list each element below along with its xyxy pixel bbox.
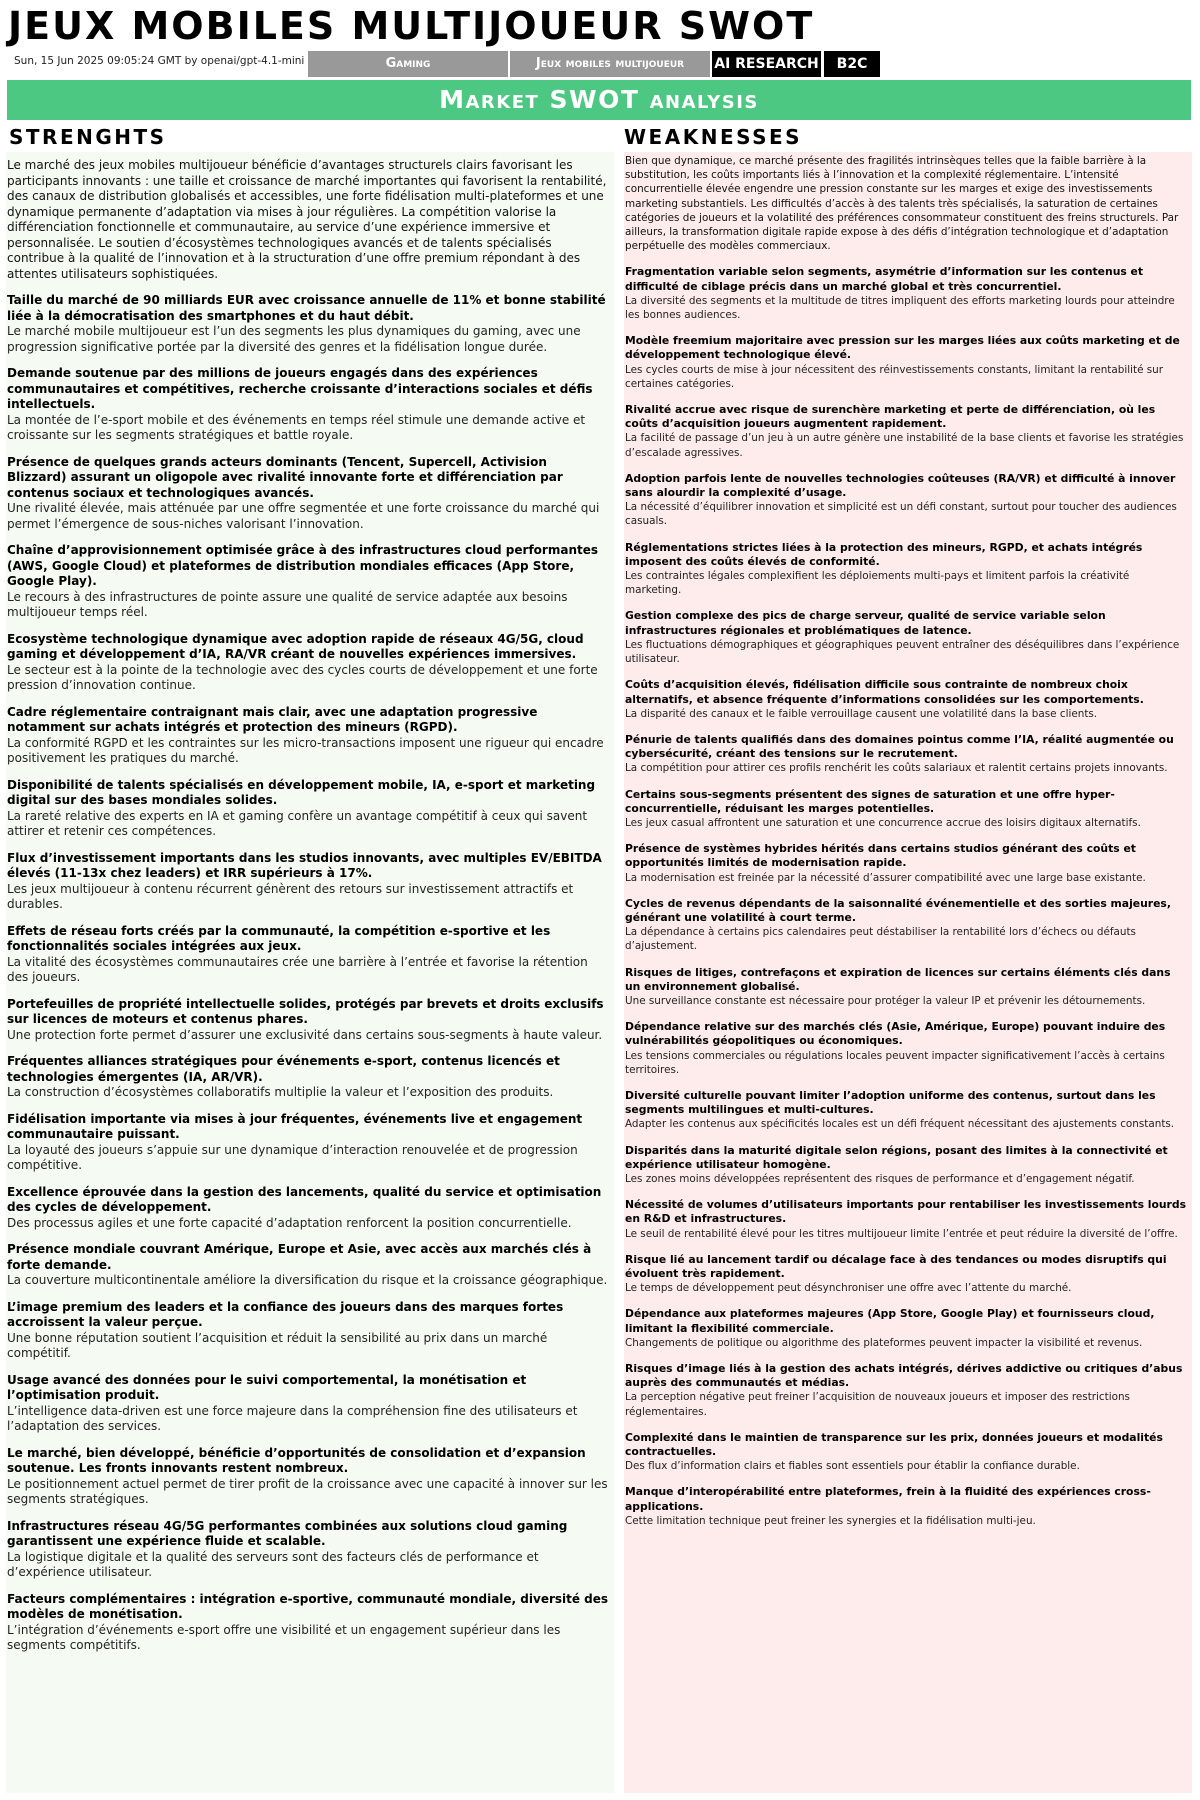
weakness-item-text: Une surveillance constante est nécessaire pour protéger la valeur IP et prévenir les détournements. [625, 994, 1146, 1007]
strength-item [7, 1300, 610, 1362]
strength-item-heading: Usage avancé des données pour le suivi comportemental, la monétisation et l’optimisation produit. [7, 1372, 527, 1402]
weakness-item-heading: Présence de systèmes hybrides hérités dans certains studios générant des coûts et opportunités limités de modernisation rapide. [625, 842, 1136, 870]
strength-item [7, 1592, 610, 1654]
strength-item-heading: Demande soutenue par des millions de joueurs engagés dans des expériences communautaires et compétitives, recherche croissante d’interactions sociales et défis intellectuels. [7, 366, 593, 411]
strength-item [7, 1519, 610, 1581]
weaknesses-list [625, 265, 1188, 1528]
strength-item-heading: Ecosystème technologique dynamique avec adoption rapide de réseaux 4G/5G, cloud gaming et développement d’IA, RA/VR créant de nouvelles expériences immersives. [7, 631, 584, 661]
strength-item [7, 851, 610, 913]
strength-item-heading: Infrastructures réseau 4G/5G performantes combinées aux solutions cloud gaming garantissent une expérience fluide et scalable. [7, 1518, 568, 1548]
tag-ai-research[interactable]: AI RESEARCH [712, 51, 821, 77]
strength-item [7, 455, 610, 533]
strength-item-text: La loyauté des joueurs s’appuie sur une dynamique d’interaction renouvelée et de progression compétitive. [7, 1142, 578, 1172]
strength-item-text: Une protection forte permet d’assurer une exclusivité dans certains sous-segments à haute valeur. [7, 1027, 603, 1042]
weakness-item [625, 733, 1188, 776]
weaknesses-panel [624, 152, 1192, 1793]
weakness-item-text: La nécessité d’équilibrer innovation et simplicité est un défi constant, surtout pour toucher des audiences casuals. [625, 501, 1177, 528]
strength-item-heading: Effets de réseau forts créés par la communauté, la compétition e-sportive et les fonctionnalités sociales intégrées aux jeux. [7, 923, 551, 953]
strength-item-text: La montée de l’e-sport mobile et des événements en temps réel stimule une demande active et croissante sur les segments stratégiques et battle royale. [7, 412, 586, 442]
weakness-item-heading: Risques de litiges, contrefaçons et expiration de licences sur certains éléments clés dans un environnement globalisé. [625, 965, 1171, 993]
weakness-item-heading: Risques d’image liés à la gestion des achats intégrés, dérives addictive ou critiques d’abus auprès des communautés et médias. [625, 1362, 1183, 1390]
weakness-item-text: La perception négative peut freiner l’acquisition de nouveaux joueurs et imposer des restrictions réglementaires. [625, 1391, 1130, 1418]
strength-item-heading: Taille du marché de 90 milliards EUR avec croissance annuelle de 11% et bonne stabilité liée à la démocratisation des smartphones et du haut débit. [7, 293, 606, 323]
weakness-item-text: Les cycles courts de mise à jour nécessitent des réinvestissements constants, limitant la rentabilité sur certaines catégories. [625, 363, 1164, 390]
weakness-item-text: La dépendance à certains pics calendaires peut déstabiliser la rentabilité lors d’échecs ou défauts d’ajustement. [625, 926, 1136, 953]
strength-item-heading: Présence de quelques grands acteurs dominants (Tencent, Supercell, Activision Blizzard) assurant un oligopole avec rivalité innovante forte et différenciation par contenus sociaux et technologiques avancés. [7, 454, 563, 500]
weakness-item-heading: Cycles de revenus dépendants de la saisonnalité événementielle et des sorties majeures, générant une volatilité à court terme. [625, 896, 1171, 924]
strength-item-text: La rareté relative des experts en IA et gaming confère un avantage compétitif à ceux qui savent attirer et retenir ces compétences. [7, 808, 588, 838]
weakness-item-text: La facilité de passage d’un jeu à un autre génère une instabilité de la base clients et favorise les stratégies d’escalade agressives. [625, 432, 1184, 459]
weakness-item [625, 609, 1188, 666]
weakness-item-text: Changements de politique ou algorithme des plateformes peuvent impacter la visibilité et revenus. [625, 1336, 1143, 1349]
strength-item [7, 1054, 610, 1101]
weakness-item [625, 1089, 1188, 1132]
weakness-item-heading: Disparités dans la maturité digitale selon régions, posant des limites à la connectivité et expérience utilisateur homogène. [625, 1143, 1168, 1171]
weakness-item-heading: Dépendance relative sur des marchés clés (Asie, Amérique, Europe) pouvant induire des vulnérabilités géopolitiques ou économiques. [625, 1020, 1166, 1048]
weakness-item-heading: Diversité culturelle pouvant limiter l’adoption uniforme des contenus, surtout dans les segments multilingues et multi-cultures. [625, 1088, 1156, 1117]
weakness-item-heading: Réglementations strictes liées à la protection des mineurs, RGPD, et achats intégrés imposent des coûts élevés de conformité. [625, 540, 1143, 568]
strength-item [7, 293, 610, 355]
strengths-title: STRENGHTS [9, 125, 167, 149]
strength-item [7, 924, 610, 986]
weakness-item-heading: Fragmentation variable selon segments, asymétrie d’information sur les contenus et difficulté de ciblage précis dans un marché global et très concurrentiel. [625, 265, 1144, 293]
strength-item-text: Des processus agiles et une forte capacité d’adaptation renforcent la position concurrentielle. [7, 1215, 572, 1230]
strength-item-heading: Le marché, bien développé, bénéficie d’opportunités de consolidation et d’expansion soutenue. Les fronts innovants restent nombreux. [7, 1445, 586, 1475]
strength-item [7, 1112, 610, 1174]
strength-item [7, 543, 610, 621]
weakness-item-heading: Rivalité accrue avec risque de surenchère marketing et perte de différenciation, où les coûts d’acquisition joueurs augmentent rapidement. [625, 403, 1156, 431]
strength-item-heading: Fidélisation importante via mises à jour fréquentes, événements live et engagement communautaire puissant. [7, 1111, 583, 1141]
weakness-item-text: Le seuil de rentabilité élevé pour les titres multijoueur limite l’entrée et peut réduire la diversité de l’offre. [625, 1227, 1178, 1240]
weakness-item-text: La diversité des segments et la multitude de titres impliquent des efforts marketing lourds pour atteindre les bonnes audiences. [625, 294, 1175, 322]
strength-item-text: Une bonne réputation soutient l’acquisition et réduit la sensibilité au prix dans un marché compétitif. [7, 1330, 548, 1360]
strength-item-text: Le recours à des infrastructures de pointe assure une qualité de service adaptée aux besoins multijoueur temps réel. [7, 589, 568, 619]
strength-item-heading: Facteurs complémentaires : intégration e-sportive, communauté mondiale, diversité des modèles de monétisation. [7, 1591, 609, 1621]
weakness-item-text: Cette limitation technique peut freiner les synergies et la fidélisation multi-jeu. [625, 1514, 1036, 1527]
strength-item-text: Les jeux multijoueur à contenu récurrent génèrent des retours sur investissement attractifs et durables. [7, 881, 574, 911]
strength-item [7, 778, 610, 840]
weakness-item [625, 1020, 1188, 1077]
weakness-item-text: La modernisation est freinée par la nécessité d’assurer compatibilité avec une large base existante. [625, 871, 1146, 884]
weakness-item [625, 678, 1188, 721]
weakness-item [625, 1198, 1188, 1241]
strength-item [7, 1185, 610, 1232]
weakness-item-heading: Dépendance aux plateformes majeures (App Store, Google Play) et fournisseurs cloud, limitant la flexibilité commerciale. [625, 1307, 1155, 1335]
strength-item-heading: Portefeuilles de propriété intellectuelle solides, protégés par brevets et droits exclusifs sur licences de moteurs et contenus phares. [7, 996, 604, 1026]
strength-item [7, 1446, 610, 1508]
strength-item-heading: L’image premium des leaders et la confiance des joueurs dans des marques fortes accroissent la valeur perçue. [7, 1299, 564, 1329]
weakness-item [625, 1485, 1188, 1528]
strength-item-heading: Disponibilité de talents spécialisés en développement mobile, IA, e-sport et marketing digital sur des bases mondiales solides. [7, 777, 596, 807]
strength-item-text: Le secteur est à la pointe de la technologie avec des cycles courts de développement et une forte pression d’innovation continue. [7, 662, 598, 692]
strength-item [7, 632, 610, 694]
weakness-item [625, 966, 1188, 1009]
strengths-intro: Le marché des jeux mobiles multijoueur bénéficie d’avantages structurels clairs favorisant les participants innovants : une taille et croissance de marché importantes qui favorisent la rentabilité, des canaux de distribution globalisés et accessibles, une forte fidélisation multi-plateformes et une dynamique permanente d’adaptation via mises à jour régulières. La compétition valorise la différenciation fonctionnelle et communautaire, au service d’une expérience immersive et personnalisée. Le soutien d’écosystèmes technologiques avancés et de talents spécialisés contribue à la qualité de l’innovation et à la structuration d’une offre premium répondant à des attentes utilisateurs sophistiquées. [7, 158, 607, 281]
weakness-item-text: La compétition pour attirer ces profils renchérit les coûts salariaux et ralentit certains projets innovants. [625, 762, 1168, 775]
weakness-item-heading: Gestion complexe des pics de charge serveur, qualité de service variable selon infrastructures régionales et problématiques de latence. [625, 609, 1106, 637]
weakness-item [625, 897, 1188, 954]
weakness-item [625, 842, 1188, 885]
tag-jeux-mobiles-multijoueur[interactable]: Jeux mobiles multijoueur [510, 51, 710, 77]
weakness-item [625, 1431, 1188, 1474]
weakness-item-heading: Coûts d’acquisition élevés, fidélisation difficile sous contrainte de nombreux choix alternatifs, et absence fréquente d’informations consolidées sur les comportements. [625, 678, 1144, 706]
weakness-item-heading: Nécessité de volumes d’utilisateurs importants pour rentabiliser les investissements lourds en R&D et infrastructures. [625, 1198, 1187, 1226]
strength-item-heading: Cadre réglementaire contraignant mais clair, avec une adaptation progressive notamment sur achats intégrés et protection des mineurs (RGPD). [7, 704, 538, 734]
strength-item [7, 366, 610, 444]
weakness-item-heading: Risque lié au lancement tardif ou décalage face à des tendances ou modes disruptifs qui évoluent très rapidement. [625, 1252, 1167, 1280]
weakness-item [625, 334, 1188, 391]
weakness-item [625, 788, 1188, 831]
weakness-item-heading: Certains sous-segments présentent des signes de saturation et une offre hyper-concurrentielle, réduisant les marges potentielles. [625, 787, 1115, 815]
strength-item-text: L’intelligence data-driven est une force majeure dans la compréhension fine des utilisateurs et l’adaptation des services. [7, 1403, 578, 1433]
weakness-item-heading: Adoption parfois lente de nouvelles technologies coûteuses (RA/VR) et difficulté à innover sans alourdir la complexité d’usage. [625, 471, 1176, 500]
weakness-item [625, 265, 1188, 322]
strength-item-text: La construction d’écosystèmes collaboratifs multiplie la valeur et l’exposition des produits. [7, 1085, 554, 1099]
weaknesses-title: WEAKNESSES [624, 125, 803, 149]
strength-item [7, 1373, 610, 1435]
weakness-item-text: Adapter les contenus aux spécificités locales est un défi fréquent nécessitant des ajustements constants. [625, 1118, 1175, 1131]
weakness-item-text: Des flux d’information clairs et fiables sont essentiels pour établir la confiance durable. [625, 1460, 1080, 1473]
strength-item-text: La conformité RGPD et les contraintes sur les micro-transactions imposent une rigueur qui encadre positivement les pratiques du marché. [7, 735, 604, 765]
strength-item-heading: Excellence éprouvée dans la gestion des lancements, qualité du service et optimisation des cycles de développement. [7, 1184, 602, 1214]
weakness-item [625, 1253, 1188, 1296]
weakness-item-text: Les zones moins développées représentent des risques de performance et d’engagement négatif. [625, 1172, 1135, 1185]
weakness-item-text: Les jeux casual affrontent une saturation et une concurrence accrue des loisirs digitaux alternatifs. [625, 816, 1141, 829]
strength-item-text: La couverture multicontinentale améliore la diversification du risque et la croissance géographique. [7, 1273, 608, 1287]
strength-item [7, 997, 610, 1044]
tag-gaming[interactable]: Gaming [308, 51, 508, 77]
strength-item-text: La logistique digitale et la qualité des serveurs sont des facteurs clés de performance et d’expérience utilisateur. [7, 1549, 539, 1579]
strength-item-heading: Flux d’investissement importants dans les studios innovants, avec multiples EV/EBITDA élevés (11-13x chez leaders) et IRR supérieurs à 17%. [7, 850, 602, 880]
strength-item-text: Une rivalité élevée, mais atténuée par une offre segmentée et une forte croissance du marché qui permet l’émergence de sous-niches valorisant l’innovation. [7, 501, 600, 531]
strength-item [7, 1242, 610, 1289]
strength-item-heading: Chaîne d’approvisionnement optimisée grâce à des infrastructures cloud performantes (AWS, Google Cloud) et plateformes de distribution mondiales efficaces (App Store, Google Play). [7, 543, 598, 588]
strength-item-heading: Présence mondiale couvrant Amérique, Europe et Asie, avec accès aux marchés clés à forte demande. [7, 1242, 592, 1272]
strengths-list [7, 293, 610, 1654]
strength-item-text: Le marché mobile multijoueur est l’un des segments les plus dynamiques du gaming, avec une progression significative portée par la diversité des genres et la fidélisation longue durée. [7, 324, 581, 354]
strength-item-text: Le positionnement actuel permet de tirer profit de la croissance avec une capacité à innover sur les segments stratégiques. [7, 1476, 608, 1506]
strength-item-text: La vitalité des écosystèmes communautaires crée une barrière à l’entrée et favorise la rétention des joueurs. [7, 954, 588, 984]
weakness-item-heading: Manque d’interopérabilité entre plateformes, frein à la fluidité des expériences cross-applications. [625, 1485, 1151, 1513]
weakness-item-text: Le temps de développement peut désynchroniser une offre avec l’attente du marché. [625, 1282, 1072, 1295]
weakness-item-heading: Complexité dans le maintien de transparence sur les prix, données joueurs et modalités contractuelles. [625, 1430, 1163, 1459]
weakness-item-text: Les contraintes légales complexifient les déploiements multi-pays et limitent parfois la créativité marketing. [625, 570, 1130, 597]
timestamp-author: Sun, 15 Jun 2025 09:05:24 GMT by openai/gpt-4.1-mini [14, 55, 305, 67]
weakness-item [625, 472, 1188, 529]
weakness-item [625, 1144, 1188, 1187]
strength-item [7, 705, 610, 767]
weakness-item-text: La disparité des canaux et le faible verrouillage causent une volatilité dans la base clients. [625, 707, 1098, 720]
weakness-item [625, 541, 1188, 598]
weakness-item-text: Les fluctuations démographiques et géographiques peuvent entraîner des déséquilibres dans l’expérience utilisateur. [625, 638, 1180, 666]
section-banner: Market SWOT analysis [7, 80, 1191, 120]
weakness-item [625, 1307, 1188, 1350]
weakness-item [625, 1362, 1188, 1419]
strengths-panel [6, 152, 614, 1793]
tag-b2c[interactable]: B2C [824, 51, 880, 77]
page-title: JEUX MOBILES MULTIJOUEUR SWOT [8, 4, 815, 48]
weakness-item [625, 403, 1188, 460]
strength-item-heading: Fréquentes alliances stratégiques pour événements e-sport, contenus licencés et technologies émergentes (IA, AR/VR). [7, 1054, 560, 1084]
weakness-item-text: Les tensions commerciales ou régulations locales peuvent impacter significativement l’accès à certains territoires. [625, 1049, 1165, 1076]
strength-item-text: L’intégration d’événements e-sport offre une visibilité et un engagement supérieur dans les segments compétitifs. [7, 1622, 561, 1652]
weaknesses-intro: Bien que dynamique, ce marché présente des fragilités intrinsèques telles que la faible barrière à la substitution, les coûts importants liés à l’innovation et la complexité réglementaire. L’intensité concurrentielle élevée engendre une pression constante sur les marges et exige des investissements marketing substantiels. Les difficultés d’accès à des talents très spécialisés, la saturation de certaines catégories de joueurs et la volatilité des préférences consommateur constituent des freins structurels. Par ailleurs, la transformation digitale rapide expose à des défis d’intégration technologique et d’adaptation perpétuelle des modèles commerciaux. [625, 155, 1179, 253]
weakness-item-heading: Modèle freemium majoritaire avec pression sur les marges liées aux coûts marketing et de développement technologique élevé. [625, 334, 1180, 362]
weakness-item-heading: Pénurie de talents qualifiés dans des domaines pointus comme l’IA, réalité augmentée ou cybersécurité, créant des tensions sur le recrutement. [625, 732, 1174, 761]
